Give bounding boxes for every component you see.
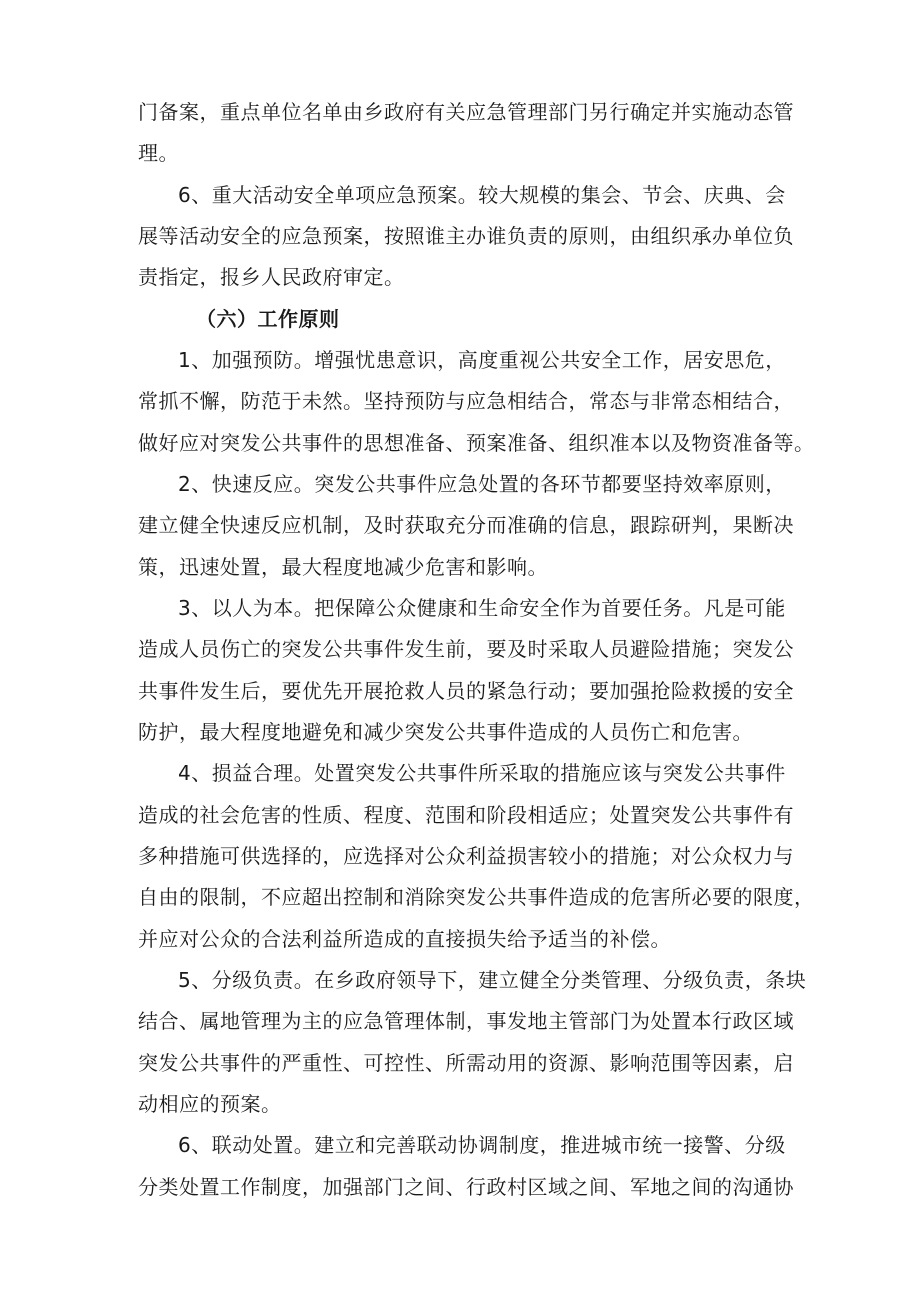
text-line: 多种措施可供选择的，应选择对公众利益损害较小的措施；对公众权力与	[138, 844, 794, 868]
text-line: 6、重大活动安全单项应急预案。较大规模的集会、节会、庆典、会	[178, 183, 786, 207]
text-line: 防护，最大程度地避免和减少突发公共事件造成的人员伤亡和危害。	[138, 720, 753, 744]
text-line: 2、快速反应。突发公共事件应急处置的各环节都要坚持效率原则，	[178, 472, 786, 496]
text-line: 策，迅速处置，最大程度地减少危害和影响。	[138, 555, 548, 579]
text-line: 结合、属地管理为主的应急管理体制，事发地主管部门为处置本行政区域	[138, 1009, 794, 1033]
text-line: 门备案，重点单位名单由乡政府有关应急管理部门另行确定并实施动态管	[138, 100, 794, 124]
text-line: 常抓不懈，防范于未然。坚持预防与应急相结合，常态与非常态相结合，	[138, 389, 794, 413]
text-line: 4、损益合理。处置突发公共事件所采取的措施应该与突发公共事件	[178, 761, 786, 785]
text-line: 责指定，报乡人民政府审定。	[138, 265, 405, 289]
text-line: 并应对公众的合法利益所造成的直接损失给予适当的补偿。	[138, 927, 671, 951]
text-line: 动相应的预案。	[138, 1092, 282, 1116]
text-line: 共事件发生后，要优先开展抢救人员的紧急行动；要加强抢险救援的安全	[138, 679, 794, 703]
text-line: 理。	[138, 141, 179, 165]
text-line: 造成的社会危害的性质、程度、范围和阶段相适应；处置突发公共事件有	[138, 803, 794, 827]
section-heading: （六）工作原则	[196, 307, 340, 331]
text-line: 分类处置工作制度，加强部门之间、行政村区域之间、军地之间的沟通协	[138, 1175, 794, 1199]
text-line: 做好应对突发公共事件的思想准备、预案准备、组织准本以及物资准备等。	[138, 431, 815, 455]
text-line: 造成人员伤亡的突发公共事件发生前，要及时采取人员避险措施；突发公	[138, 637, 794, 661]
text-line: 5、分级负责。在乡政府领导下，建立健全分类管理、分级负责，条块	[178, 968, 807, 992]
text-line: 建立健全快速反应机制，及时获取充分而准确的信息，跟踪研判，果断决	[138, 513, 794, 537]
text-line: 展等活动安全的应急预案，按照谁主办谁负责的原则，由组织承办单位负	[138, 224, 794, 248]
text-line: 自由的限制，不应超出控制和消除突发公共事件造成的危害所必要的限度，	[138, 885, 815, 909]
text-line: 3、以人为本。把保障公众健康和生命安全作为首要任务。凡是可能	[178, 596, 786, 620]
text-line: 6、联动处置。建立和完善联动协调制度，推进城市统一接警、分级	[178, 1133, 786, 1157]
text-line: 突发公共事件的严重性、可控性、所需动用的资源、影响范围等因素，启	[138, 1051, 794, 1075]
text-line: 1、加强预防。增强忧患意识，高度重视公共安全工作，居安思危，	[178, 348, 786, 372]
